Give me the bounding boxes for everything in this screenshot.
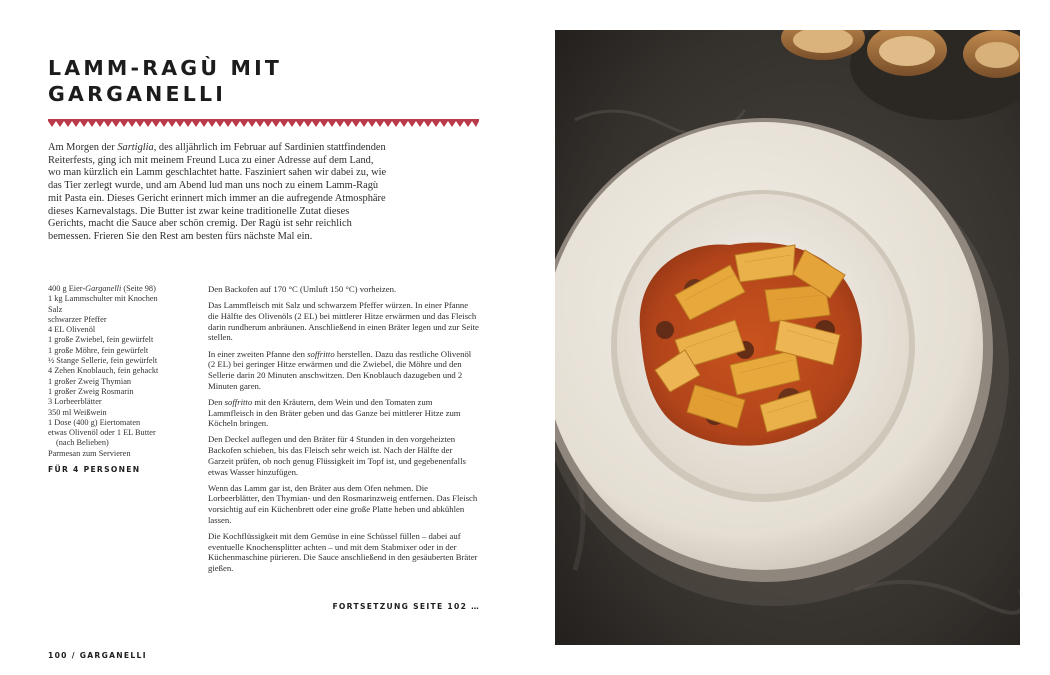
text-run: herstellen. Dazu das restliche Olivenöl (2 EL) bei geringer Hitze erwärmen und die Zwiebel, die Möhre und den Sellerie darin 20 Minuten anschwitzen. Den Knoblauch dazugeben und 2 Minuten garen. [208,348,472,391]
dish-photo [555,30,1020,645]
text-run: Salz [48,304,63,314]
text-run: mit den Kräutern, dem Wein und den Tomaten zum Lammfleisch in den Bräter geben und das Ganze bei mittlerer Hitze zum Köcheln bringen. [208,396,461,429]
text-run: 1 große Zwiebel, fein gewürfelt [48,335,154,345]
italic-term: Sartiglia [117,142,154,153]
text-run: Wenn das Lamm gar ist, den Bräter aus dem Ofen nehmen. Die Lorbeerblätter, den Thymian- und den Rosmarinzweig entfernen. Das Fleisch vorsichtig auf ein Küchenbrett oder eine große Platte heben und abkühlen lassen. [208,482,478,525]
text-run: 400 g Eier- [48,284,86,293]
text-run: 1 große Möhre, fein gewürfelt [48,345,149,355]
text-run: 4 EL Olivenöl [48,325,96,335]
recipe-title [48,55,468,107]
text-run: 4 Zehen Knoblauch, fein gehackt [48,366,159,376]
text-run: 1 großer Zweig Thymian [48,376,132,386]
text-run: (Seite 98) [121,284,156,293]
method-step [208,434,480,477]
method-step [208,284,480,295]
ingredient-item [48,335,198,345]
ingredient-item [48,305,198,315]
ingredient-item [48,387,198,397]
method-step [208,397,480,429]
ingredient-item [48,346,198,356]
ingredient-item [48,377,198,387]
ingredient-item [48,438,198,448]
text-run: Die Kochflüssigkeit mit dem Gemüse in eine Schüssel füllen – dabei auf eventuelle Knochensplitter achten – und mit dem Stabmixer oder in der Küchenmaschine pürieren. Die Sauce anschließend in den gesäuberten Bräter gießen. [208,531,478,574]
text-run: 1 Dose (400 g) Eiertomaten [48,417,141,427]
ingredient-item [48,315,198,325]
text-run: Den Backofen auf 170 °C (Umluft 150 °C) vorheizen. [208,284,397,294]
text-run: In einer zweiten Pfanne den [208,348,308,359]
ingredient-item [48,284,198,294]
method-step [208,349,480,392]
servings-label: FÜR 4 PERSONEN [48,465,141,474]
ingredient-item [48,366,198,376]
italic-term: soffritto [224,396,253,407]
text-run: schwarzer Pfeffer [48,314,107,324]
method-step [208,483,480,526]
text-run: Den Deckel auflegen und den Bräter für 4 Stunden in den vorgeheizten Backofen schieben, bis das Fleisch sehr weich ist. Nach der Hälfte der Garzeit prüfen, ob noch genug Flüssigkeit im Topf ist, und gegebenenfalls etwas Wasser hinzufügen. [208,434,466,477]
text-run: 1 kg Lammschulter mit Knochen [48,294,158,304]
zigzag-divider [48,119,479,127]
page-folio: 100 / GARGANELLI [48,651,147,660]
ingredient-item [48,294,198,304]
method-step [208,531,480,574]
method-step [208,300,480,343]
italic-term: soffritto [307,348,335,359]
text-run: Das Lammfleisch mit Salz und schwarzem Pfeffer würzen. In einer Pfanne die Hälfte des Olivenöls (2 EL) bei mittlerer Hitze erwärmen und das Fleisch darin rundherum anbräunen. Anschließend in einen Bräter legen und zur Seite stellen. [208,300,479,343]
text-run: 3 Lorbeerblätter [48,397,102,407]
continued-note: FORTSETZUNG SEITE 102 … [332,602,480,611]
text-run: 1 großer Zweig Rosmarin [48,386,134,396]
text-run: etwas Olivenöl oder 1 EL Butter [48,428,156,438]
title-line-1: LAMM-RAGÙ MIT [48,56,283,80]
text-run: Den [208,396,225,407]
ingredient-item [48,356,198,366]
italic-term: Garganelli [85,284,122,293]
text-run: ½ Stange Sellerie, fein gewürfelt [48,356,158,366]
ingredient-item [48,449,198,459]
title-line-2: GARGANELLI [48,82,227,106]
ingredient-item [48,408,198,418]
ingredient-item [48,418,198,428]
ingredient-item [48,397,198,407]
text-run: , des alljährlich im Februar auf Sardinien stattfindenden Reiterfests, ging ich mit meinem Freund Luca zu einer Adresse auf dem Land, wo man kürzlich ein Lamm geschlachtet hatte. Fasziniert sahen wir dabei zu, wie das Tier zerlegt wurde, und am Abend lud man uns noch zu einem Lamm-Ragù mit Pasta ein. Dieses Gericht erinnert mich immer an die aufregende Atmosphäre dieses Karnevalstags. Die Butter ist zwar keine traditionelle Zutat dieses Gerichts, macht die Sauce aber schön cremig. Der Ragù ist sehr reichlich bemessen. Frieren Sie den Rest am besten fürs nächste Mal ein. [48,142,387,242]
intro-paragraph [48,142,388,244]
ingredient-item [48,428,198,438]
method-steps [208,284,480,579]
text-run: Am Morgen der [48,142,118,153]
ingredient-list [48,284,198,459]
text-run: (nach Belieben) [56,438,109,448]
text-run: 350 ml Weißwein [48,407,107,417]
text-run: Parmesan zum Servieren [48,448,131,458]
ingredient-item [48,325,198,335]
